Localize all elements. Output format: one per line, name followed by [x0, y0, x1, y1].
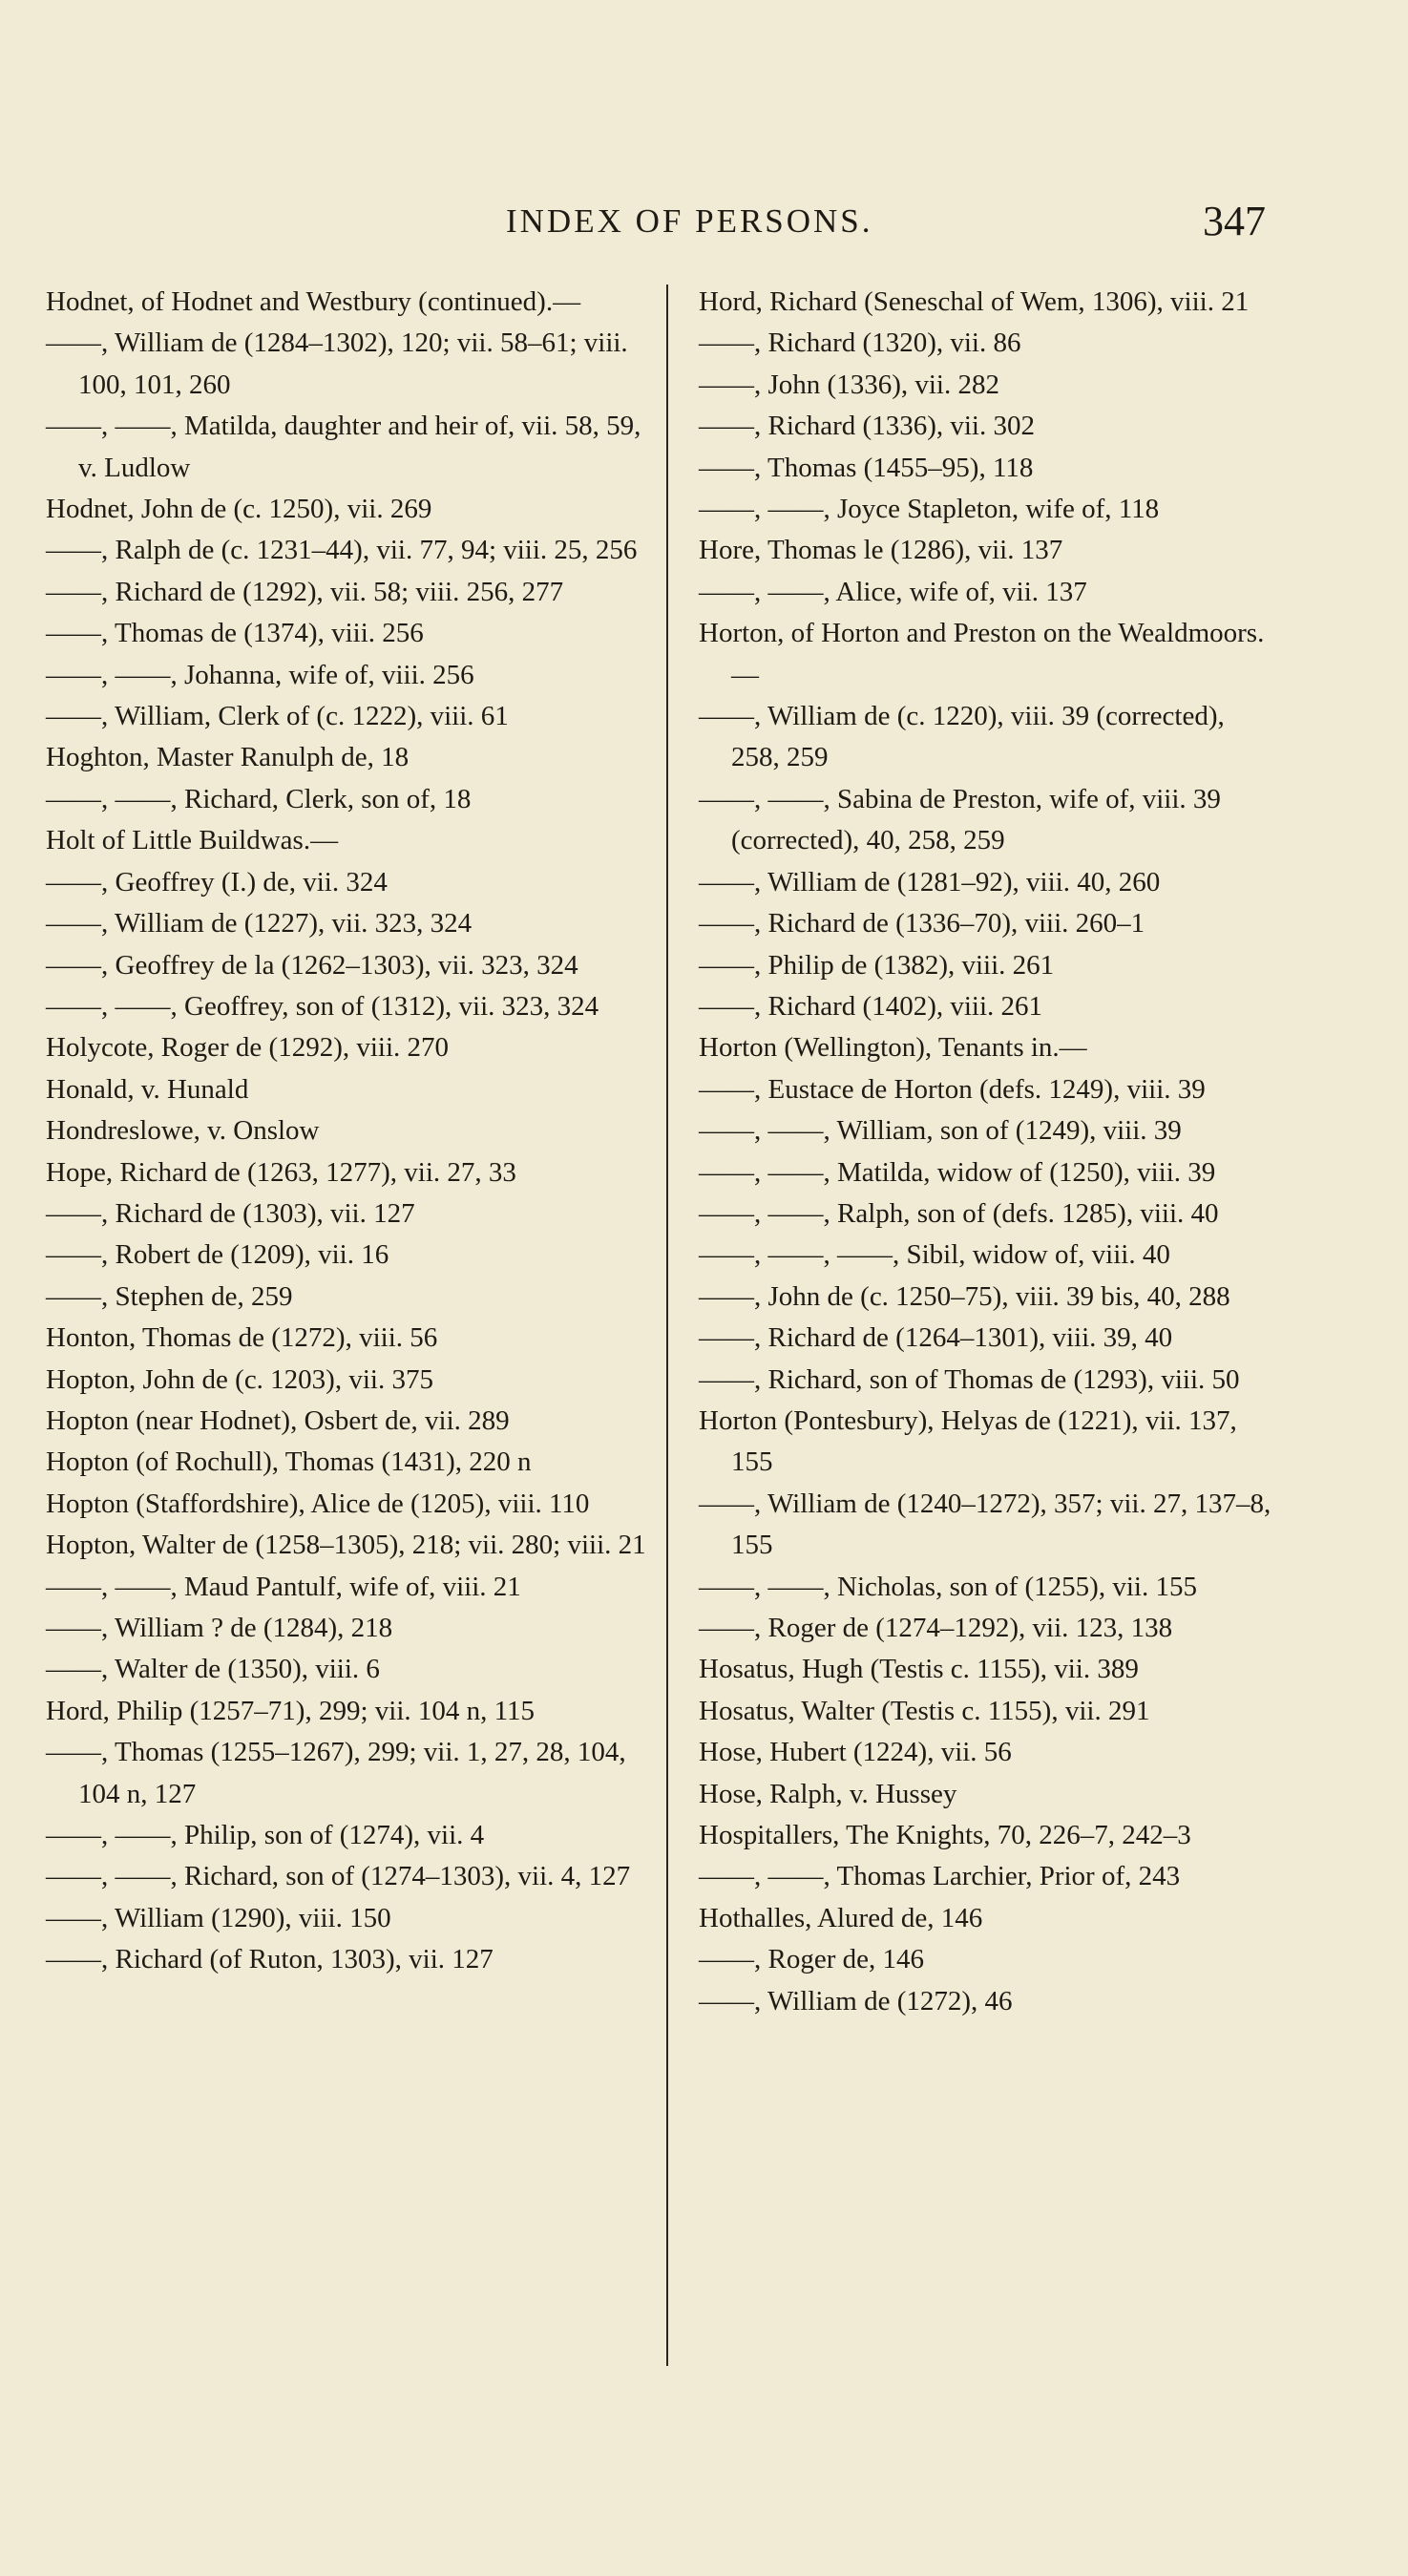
index-entry: Hopton, Walter de (1258–1305), 218; vii. 280; viii. 21	[46, 1530, 646, 1561]
index-entry: ——, Thomas de (1374), viii. 256	[46, 618, 424, 649]
index-entry: ——, Richard, son of Thomas de (1293), viii. 50	[699, 1363, 1240, 1395]
index-entry: ——, Richard (1320), vii. 86	[699, 327, 1021, 359]
column-divider	[666, 285, 668, 2366]
index-entry: ——, ——, Geoffrey, son of (1312), vii. 323, 324	[46, 990, 599, 1022]
index-entry: ——, William de (1240–1272), 357; vii. 27, 137–8, 155	[699, 1488, 1271, 1561]
index-entry: Hondreslowe, v. Onslow	[46, 1115, 320, 1147]
index-entry: ——, John (1336), vii. 282	[699, 369, 999, 400]
index-entry: Hothalles, Alured de, 146	[699, 1902, 983, 1933]
index-entry: ——, ——, Ralph, son of (defs. 1285), viii. 40	[699, 1197, 1219, 1229]
index-entry: ——, Thomas (1255–1267), 299; vii. 1, 27, 28, 104, 104 n, 127	[46, 1737, 626, 1809]
index-entry: ——, ——, Johanna, wife of, viii. 256	[46, 659, 474, 690]
index-entry: ——, William de (c. 1220), viii. 39 (corrected), 258, 259	[699, 701, 1225, 773]
index-entry: ——, William de (1272), 46	[699, 1985, 1013, 2016]
index-entry: ——, Richard (1402), viii. 261	[699, 990, 1043, 1022]
index-entry: ——, William (1290), viii. 150	[46, 1902, 391, 1933]
index-entry: ——, ——, Thomas Larchier, Prior of, 243	[699, 1861, 1181, 1892]
index-entry: Hosatus, Hugh (Testis c. 1155), vii. 389	[699, 1654, 1139, 1685]
index-entry: Horton (Pontesbury), Helyas de (1221), vii. 137, 155	[699, 1404, 1237, 1478]
page-number: 347	[1203, 198, 1266, 244]
index-entry: Hospitallers, The Knights, 70, 226–7, 242–3	[699, 1820, 1191, 1851]
index-entry: ——, ——, Matilda, widow of (1250), viii. 39	[699, 1156, 1216, 1188]
index-entry: ——, ——, Joyce Stapleton, wife of, 118	[699, 494, 1160, 525]
index-entry: ——, Thomas (1455–95), 118	[699, 452, 1034, 483]
index-entry: ——, Richard de (1336–70), viii. 260–1	[699, 908, 1145, 940]
index-entry: ——, Richard de (1292), vii. 58; viii. 256, 277	[46, 576, 564, 607]
index-entry: ——, Robert de (1209), vii. 16	[46, 1239, 389, 1271]
index-entry: Holt of Little Buildwas.—	[46, 825, 339, 856]
index-entry: ——, Stephen de, 259	[46, 1280, 293, 1312]
index-entry: ——, ——, Richard, Clerk, son of, 18	[46, 783, 472, 814]
index-entry: Honald, v. Hunald	[46, 1073, 249, 1105]
index-entry: ——, Richard de (1303), vii. 127	[46, 1197, 415, 1229]
index-entry: ——, Geoffrey (I.) de, vii. 324	[46, 866, 388, 897]
index-entry: ——, ——, Nicholas, son of (1255), vii. 155	[699, 1571, 1197, 1602]
index-entry: ——, William ? de (1284), 218	[46, 1613, 393, 1643]
index-entry: ——, John de (c. 1250–75), viii. 39 bis, 40, 288	[699, 1280, 1230, 1312]
index-entry: Holycote, Roger de (1292), viii. 270	[46, 1032, 450, 1064]
index-entry: Honton, Thomas de (1272), viii. 56	[46, 1322, 438, 1354]
index-entry: Hodnet, John de (c. 1250), vii. 269	[46, 494, 432, 525]
index-entry: Hope, Richard de (1263, 1277), vii. 27, 33	[46, 1156, 516, 1188]
index-entry: ——, Richard de (1264–1301), viii. 39, 40	[699, 1322, 1173, 1354]
index-entry: Hose, Hubert (1224), vii. 56	[699, 1737, 1012, 1768]
index-entry: Hord, Philip (1257–71), 299; vii. 104 n, 115	[46, 1695, 536, 1726]
index-entry: Horton, of Horton and Preston on the Wealdmoors.—	[699, 618, 1265, 690]
index-entry: ——, ——, Sabina de Preston, wife of, viii. 39 (corrected), 40, 258, 259	[699, 783, 1221, 856]
index-entry: ——, Walter de (1350), viii. 6	[46, 1654, 380, 1685]
index-entry: Hopton (of Rochull), Thomas (1431), 220 n	[46, 1446, 532, 1478]
index-entry: ——, Roger de (1274–1292), vii. 123, 138	[699, 1613, 1173, 1643]
index-entry: Hoghton, Master Ranulph de, 18	[46, 742, 410, 773]
index-entry: Hopton, John de (c. 1203), vii. 375	[46, 1363, 433, 1395]
index-entry: ——, ——, ——, Sibil, widow of, viii. 40	[699, 1239, 1170, 1271]
index-entry: Hosatus, Walter (Testis c. 1155), vii. 291	[699, 1695, 1150, 1726]
index-entry: ——, ——, Maud Pantulf, wife of, viii. 21	[46, 1571, 521, 1602]
running-header	[0, 197, 1408, 250]
index-entry: ——, ——, Alice, wife of, vii. 137	[699, 576, 1087, 607]
index-entry: ——, Richard (1336), vii. 302	[699, 411, 1035, 442]
index-entry: Hopton (near Hodnet), Osbert de, vii. 289	[46, 1404, 510, 1436]
index-entry: Hore, Thomas le (1286), vii. 137	[699, 535, 1063, 566]
index-entry: Hord, Richard (Seneschal of Wem, 1306), viii. 21	[699, 286, 1250, 317]
index-entry: ——, ——, Philip, son of (1274), vii. 4	[46, 1820, 485, 1851]
index-column-right	[699, 282, 1271, 2022]
index-column-left	[46, 282, 657, 1981]
index-entry: Hodnet, of Hodnet and Westbury (continued).—	[46, 286, 581, 317]
index-entry: Horton (Wellington), Tenants in.—	[699, 1032, 1087, 1064]
running-title: INDEX OF PERSONS.	[506, 202, 873, 240]
index-entry: ——, ——, William, son of (1249), viii. 39	[699, 1115, 1182, 1147]
index-entry: ——, ——, Richard, son of (1274–1303), vii. 4, 127	[46, 1861, 631, 1892]
index-entry: ——, ——, Matilda, daughter and heir of, vii. 58, 59, v. Ludlow	[46, 411, 641, 483]
index-entry: ——, Ralph de (c. 1231–44), vii. 77, 94; viii. 25, 256	[46, 535, 638, 566]
index-entry: ——, William de (1227), vii. 323, 324	[46, 908, 473, 940]
index-entry: ——, Geoffrey de la (1262–1303), vii. 323, 324	[46, 949, 578, 981]
index-entry: ——, Eustace de Horton (defs. 1249), viii. 39	[699, 1073, 1206, 1105]
index-entry: Hose, Ralph, v. Hussey	[699, 1778, 957, 1809]
index-entry: ——, Richard (of Ruton, 1303), vii. 127	[46, 1944, 494, 1975]
index-entry: Hopton (Staffordshire), Alice de (1205), viii. 110	[46, 1488, 590, 1519]
index-entry: ——, Roger de, 146	[699, 1944, 924, 1975]
index-entry: ——, William de (1281–92), viii. 40, 260	[699, 866, 1161, 897]
index-entry: ——, Philip de (1382), viii. 261	[699, 949, 1055, 981]
index-entry: ——, William de (1284–1302), 120; vii. 58–61; viii. 100, 101, 260	[46, 327, 628, 400]
index-entry: ——, William, Clerk of (c. 1222), viii. 61	[46, 701, 509, 732]
